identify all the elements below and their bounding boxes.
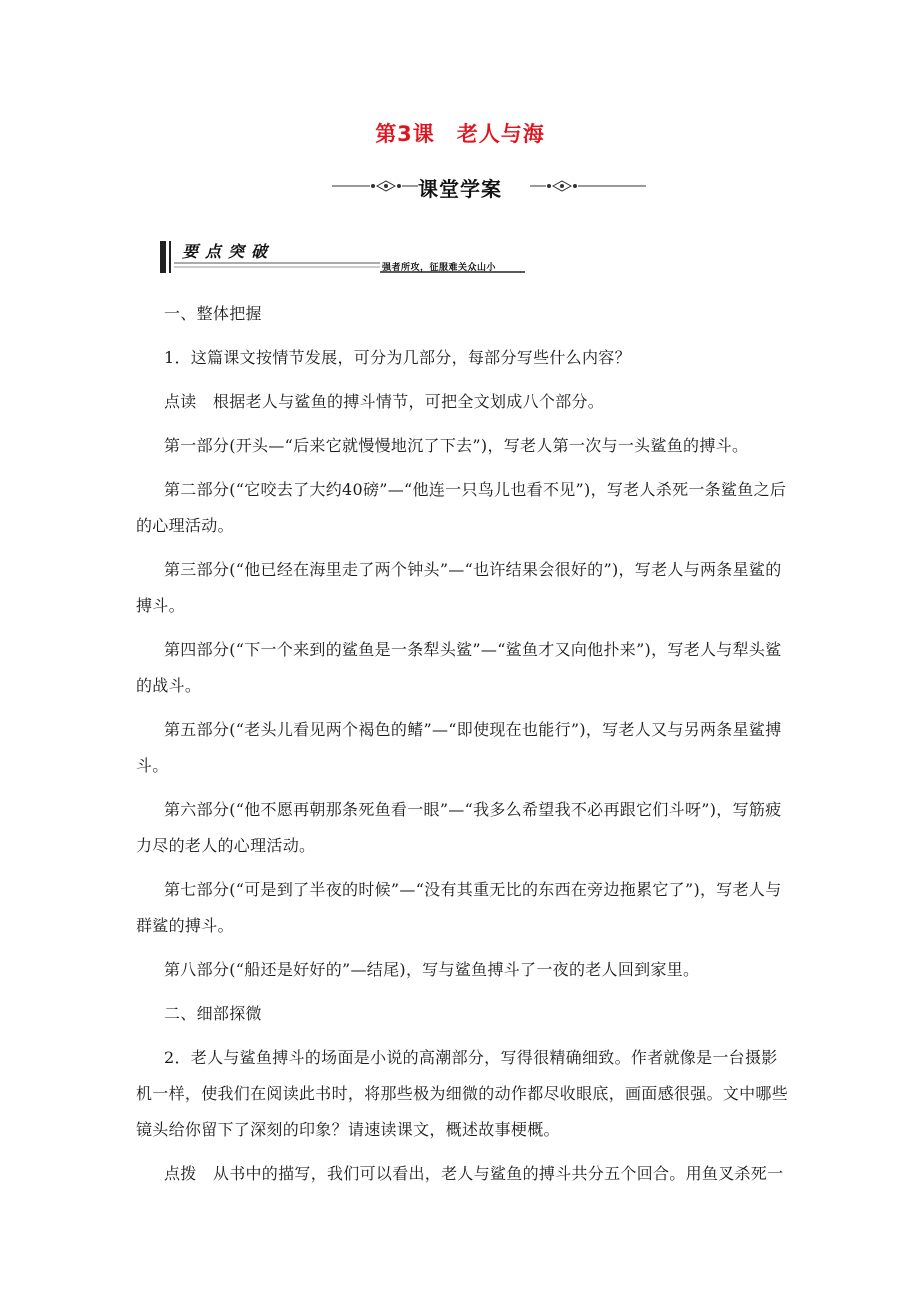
heading-overall: 一、整体把握: [164, 304, 262, 323]
part-6: 第六部分(“他不愿再朝那条死鱼看一眼”—“我多么希望我不必再跟它们斗呀”)，写筋疲力尽的老人的心理活动。: [136, 800, 782, 855]
part-1: 第一部分(开头—“后来它就慢慢地沉了下去”)，写老人第一次与一头鲨鱼的搏斗。: [164, 436, 749, 455]
question-1: 1．这篇课文按情节发展，可分为几部分，每部分写些什么内容？: [164, 348, 631, 367]
heading-details: 二、细部探微: [164, 1004, 262, 1023]
answer-2: 点拨 从书中的描写，我们可以看出，老人与鲨鱼的搏斗共分五个回合。用鱼叉杀死一: [164, 1164, 784, 1183]
part-3: 第三部分(“他已经在海里走了两个钟头”—“也许结果会很好的”)，写老人与两条星鲨的搏斗。: [136, 560, 782, 615]
part-7: 第七部分(“可是到了半夜的时候”—“没有其重无比的东西在旁边拖累它了”)，写老人与群鲨的搏斗。: [136, 880, 782, 935]
document-body: [136, 296, 792, 1200]
part-8: 第八部分(“船还是好好的”—结尾)，写与鲨鱼搏斗了一夜的老人回到家里。: [164, 960, 700, 979]
section-header: [160, 237, 530, 277]
lesson-title: 第3课 老人与海: [375, 122, 545, 146]
answer-intro: 点读 根据老人与鲨鱼的搏斗情节，可把全文划成八个部分。: [164, 392, 605, 411]
section-title: 要点突破: [182, 242, 275, 261]
part-4: 第四部分(“下一个来到的鲨鱼是一条犁头鲨”—“鲨鱼才又向他扑来”)，写老人与犁头鲨的战斗。: [136, 640, 782, 695]
section-banner: [0, 170, 920, 202]
question-2: 2．老人与鲨鱼搏斗的场面是小说的高潮部分，写得很精确细致。作者就像是一台摄影机一样，使我们在阅读此书时，将那些极为细微的动作都尽收眼底，画面感很强。文中哪些镜头给你留下了深刻的印象？请速读课文，概述故事梗概。: [136, 1048, 789, 1139]
section-slogan: 强者所攻，征服难关众山小: [382, 263, 497, 273]
part-2: 第二部分(“它咬去了大约40磅”—“他连一只鸟儿也看不见”)，写老人杀死一条鲨鱼之后的心理活动。: [136, 480, 787, 535]
banner-label: 课堂学案: [418, 177, 502, 201]
part-5: 第五部分(“老头儿看见两个褐色的鳍”—“即使现在也能行”)，写老人又与另两条星鲨搏斗。: [136, 720, 782, 775]
